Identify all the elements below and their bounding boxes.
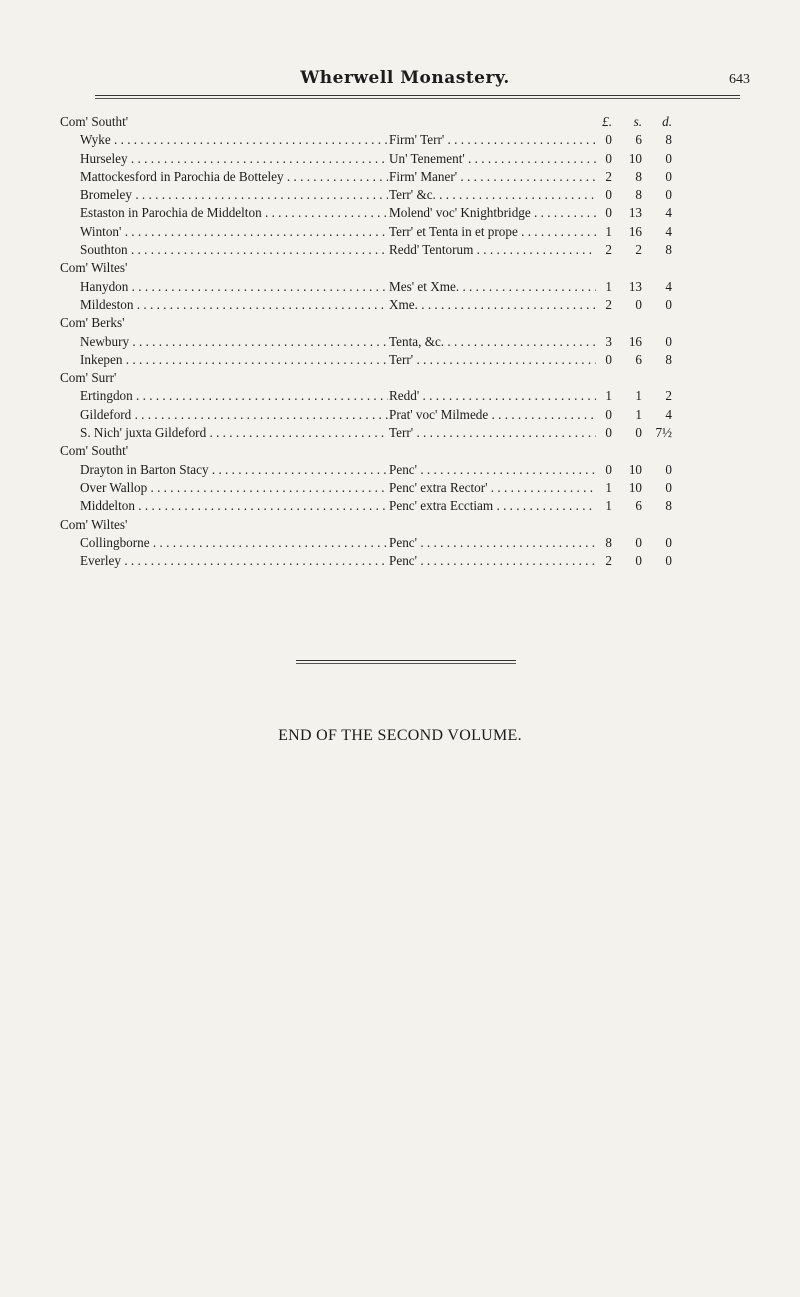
place-name: Over Wallop . . . — [80, 479, 388, 497]
page-header — [60, 68, 750, 92]
item-description: Penc' extra Ecctiam . . . — [389, 497, 596, 515]
item-description: Xme. . . . — [389, 296, 596, 314]
pounds-value: 2 — [605, 242, 612, 258]
header-rule — [95, 95, 740, 96]
item-description: Penc' extra Rector' . . . — [389, 479, 596, 497]
table-row — [60, 497, 750, 515]
pounds-value: 1 — [605, 479, 612, 495]
pence-value: 8 — [665, 351, 672, 367]
pence-value: 0 — [665, 150, 672, 166]
place-name: Estaston in Parochia de Middelton . . . — [80, 204, 388, 222]
place-name: Everley . . . — [80, 552, 388, 570]
county-heading: Com' Southt' — [60, 114, 129, 129]
pence-value: 0 — [665, 553, 672, 569]
place-name: Bromeley . . . — [80, 186, 388, 204]
shillings-value: 13 — [628, 278, 642, 294]
table-row — [60, 442, 750, 460]
county-heading: Com' Surr' — [60, 370, 117, 386]
shillings-value: 8 — [635, 168, 642, 184]
shillings-value: 16 — [628, 333, 642, 349]
pence-value: 7½ — [655, 425, 672, 441]
place-name: Middelton . . . — [80, 497, 388, 515]
pounds-value: 1 — [605, 388, 612, 404]
pounds-value: 0 — [605, 132, 612, 148]
header-rule-thin — [95, 98, 740, 99]
shillings-value: 10 — [628, 150, 642, 166]
pounds-value: 0 — [605, 406, 612, 422]
table-row — [60, 186, 750, 204]
shillings-value: 0 — [635, 553, 642, 569]
item-description: Molend' voc' Knightbridge . . . — [389, 204, 596, 222]
shillings-value: 6 — [635, 351, 642, 367]
table-row — [60, 150, 750, 168]
table-row — [60, 461, 750, 479]
rent-table — [60, 113, 750, 570]
pounds-value: 0 — [605, 205, 612, 221]
place-name: Drayton in Barton Stacy . . . — [80, 461, 388, 479]
table-row — [60, 296, 750, 314]
shillings-value: 2 — [635, 242, 642, 258]
pounds-value: 2 — [605, 296, 612, 312]
item-description: Terr' et Tenta in et prope . . . — [389, 223, 596, 241]
pence-value: 0 — [665, 296, 672, 312]
county-heading: Com' Berks' — [60, 315, 125, 331]
table-row — [60, 406, 750, 424]
pence-value: 0 — [665, 479, 672, 495]
table-row — [60, 424, 750, 442]
end-rule-thin — [296, 663, 516, 664]
pounds-value: 0 — [605, 351, 612, 367]
pence-value: 0 — [665, 187, 672, 203]
pence-value: 4 — [665, 205, 672, 221]
item-description: Firm' Terr' . . . — [389, 131, 596, 149]
pounds-value: 1 — [605, 498, 612, 514]
place-name: S. Nich' juxta Gildeford . . . — [80, 424, 388, 442]
shillings-value: 13 — [628, 205, 642, 221]
place-name: Newbury . . . — [80, 333, 388, 351]
shillings-value: 8 — [635, 187, 642, 203]
shillings-value: 16 — [628, 223, 642, 239]
pounds-value: 1 — [605, 223, 612, 239]
item-description: Penc' . . . — [389, 534, 596, 552]
table-row — [60, 369, 750, 387]
table-row — [60, 223, 750, 241]
shillings-value: 6 — [635, 132, 642, 148]
table-row — [60, 204, 750, 222]
shillings-value: 0 — [635, 296, 642, 312]
county-heading: Com' Wiltes' — [60, 516, 128, 532]
item-description: Terr' &c. . . . — [389, 186, 596, 204]
item-description: Penc' . . . — [389, 552, 596, 570]
place-name: Hanydon . . . — [80, 278, 388, 296]
shillings-value: 6 — [635, 498, 642, 514]
place-name: Southton . . . — [80, 241, 388, 259]
table-row — [60, 314, 750, 332]
end-rule — [296, 660, 516, 661]
pounds-value: 0 — [605, 187, 612, 203]
shillings-value: 10 — [628, 479, 642, 495]
item-description: Terr' . . . — [389, 351, 596, 369]
place-name: Gildeford . . . — [80, 406, 388, 424]
shillings-column-head: s. — [633, 114, 642, 129]
table-row — [60, 516, 750, 534]
pounds-value: 1 — [605, 278, 612, 294]
shillings-value: 10 — [628, 461, 642, 477]
item-description: Redd' Tentorum . . . — [389, 241, 596, 259]
table-row — [60, 259, 750, 277]
shillings-value: 1 — [635, 406, 642, 422]
table-row — [60, 241, 750, 259]
table-row — [60, 534, 750, 552]
place-name: Hurseley . . . — [80, 150, 388, 168]
item-description: Terr' . . . — [389, 424, 596, 442]
pence-value: 0 — [665, 333, 672, 349]
table-row — [60, 113, 750, 131]
pence-value: 0 — [665, 168, 672, 184]
running-title: Wherwell Monastery. — [300, 68, 510, 88]
table-row — [60, 479, 750, 497]
pounds-value: 2 — [605, 168, 612, 184]
table-row — [60, 333, 750, 351]
pence-value: 0 — [665, 534, 672, 550]
place-name: Ertingdon . . . — [80, 387, 388, 405]
pence-value: 8 — [665, 132, 672, 148]
county-heading: Com' Southt' — [60, 443, 129, 459]
table-row — [60, 278, 750, 296]
item-description: Penc' . . . — [389, 461, 596, 479]
pence-value: 4 — [665, 278, 672, 294]
pounds-value: 0 — [605, 425, 612, 441]
pounds-value: 2 — [605, 553, 612, 569]
pounds-value: 0 — [605, 461, 612, 477]
place-name: Wyke . . . — [80, 131, 388, 149]
pence-column-head: d. — [662, 114, 672, 129]
end-of-volume-note: END OF THE SECOND VOLUME. — [278, 727, 522, 744]
pence-value: 4 — [665, 406, 672, 422]
pence-value: 0 — [665, 461, 672, 477]
pounds-value: 0 — [605, 150, 612, 166]
shillings-value: 0 — [635, 425, 642, 441]
pence-value: 4 — [665, 223, 672, 239]
item-description: Mes' et Xme. . . . — [389, 278, 596, 296]
table-row — [60, 387, 750, 405]
table-row — [60, 351, 750, 369]
item-description: Un' Tenement' . . . — [389, 150, 596, 168]
place-name: Mattockesford in Parochia de Botteley . . . — [80, 168, 388, 186]
place-name: Mildeston . . . — [80, 296, 388, 314]
pounds-value: 3 — [605, 333, 612, 349]
pence-value: 8 — [665, 242, 672, 258]
table-row — [60, 131, 750, 149]
place-name: Collingborne . . . — [80, 534, 388, 552]
pence-value: 8 — [665, 498, 672, 514]
item-description: Firm' Maner' . . . — [389, 168, 596, 186]
place-name: Winton' . . . — [80, 223, 388, 241]
pence-value: 2 — [665, 388, 672, 404]
table-row — [60, 552, 750, 570]
pounds-value: 8 — [605, 534, 612, 550]
shillings-value: 1 — [635, 388, 642, 404]
place-name: Inkepen . . . — [80, 351, 388, 369]
item-description: Tenta, &c. . . . — [389, 333, 596, 351]
shillings-value: 0 — [635, 534, 642, 550]
county-heading: Com' Wiltes' — [60, 260, 128, 276]
page-number: 643 — [729, 72, 750, 87]
table-row — [60, 168, 750, 186]
item-description: Redd' . . . — [389, 387, 596, 405]
item-description: Prat' voc' Milmede . . . — [389, 406, 596, 424]
pounds-column-head: £. — [602, 114, 612, 129]
